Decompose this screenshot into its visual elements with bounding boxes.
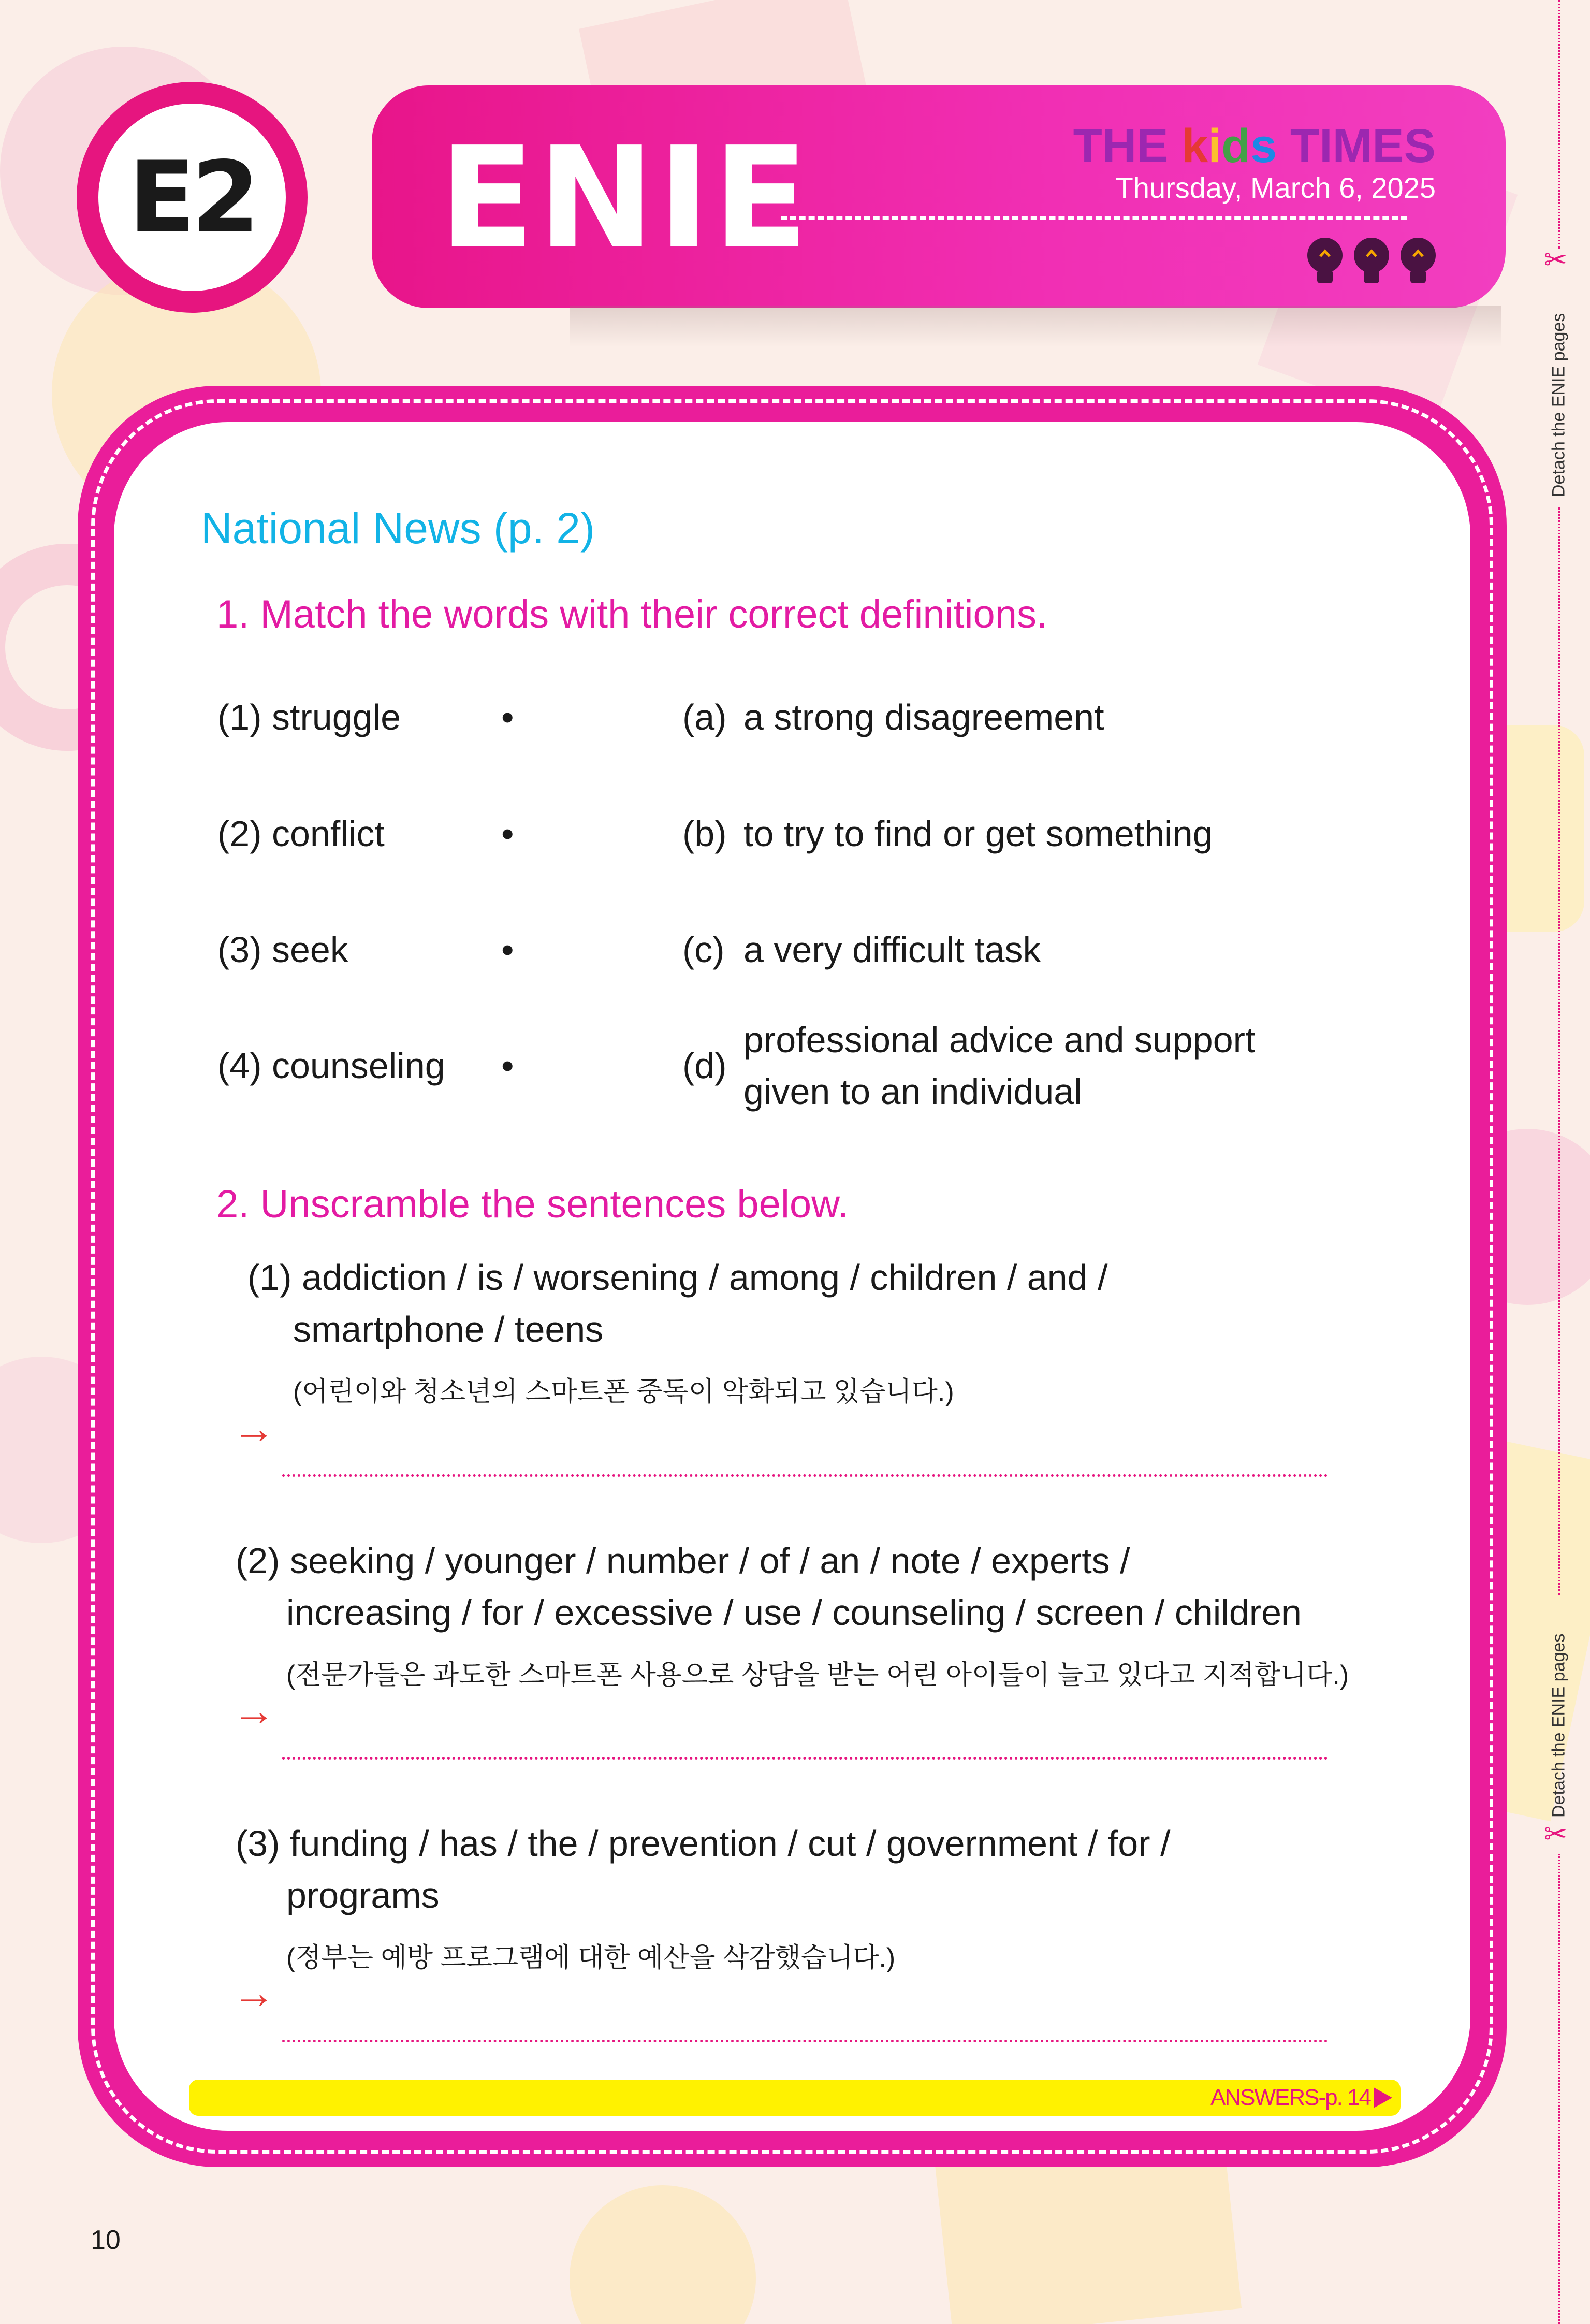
play-arrow-icon: [1374, 2087, 1392, 2108]
logo-times: TIMES: [1290, 120, 1436, 172]
scramble-line: programs: [286, 1875, 440, 1915]
match-word: (3) seek: [217, 929, 348, 970]
cut-line: [1558, 507, 1560, 1595]
scramble-line: (1) addiction / is / worsening / among / children / and /: [247, 1257, 1108, 1298]
banner-divider: [781, 216, 1407, 220]
match-word: (2) conflict: [217, 814, 385, 854]
korean-translation: (어린이와 청소년의 스마트폰 중독이 악화되고 있습니다.): [293, 1377, 954, 1407]
badge-inner: [98, 104, 286, 291]
question-2-title: 2. Unscramble the sentences below.: [216, 1182, 849, 1226]
page-number: 10: [91, 2225, 121, 2255]
title-banner: [372, 85, 1506, 308]
page-title: ENIE: [439, 117, 812, 280]
answer-line[interactable]: [282, 1474, 1328, 1477]
answers-reference: ANSWERS-p. 14: [1210, 2085, 1370, 2110]
match-word: (4) counseling: [217, 1045, 445, 1086]
cut-line: [1558, 1854, 1560, 2324]
lightbulb-icon: [1398, 236, 1438, 287]
definition-letter: (d): [682, 1045, 727, 1086]
logo-the: THE: [1073, 120, 1169, 172]
definition-letter: (a): [682, 697, 727, 737]
arrow-icon: →: [232, 1404, 275, 1452]
answers-bar: [189, 2080, 1401, 2116]
logo-kids: kids: [1181, 120, 1277, 172]
issue-date: Thursday, March 6, 2025: [1115, 171, 1436, 204]
scissors-icon: ✂: [1543, 1819, 1567, 1850]
scissors-icon: ✂: [1543, 244, 1567, 275]
scramble-line: (2) seeking / younger / number / of / an / note / experts /: [236, 1541, 1130, 1581]
definition-text: professional advice and support: [743, 1020, 1256, 1060]
match-word: (1) struggle: [217, 697, 401, 737]
section-badge: [77, 82, 308, 313]
cut-line: [1558, 0, 1560, 249]
side-label-bottom: Detach the ENIE pages: [1549, 1633, 1569, 1818]
side-label-top: Detach the ENIE pages: [1549, 313, 1569, 497]
definition-letter: (b): [682, 814, 727, 854]
definition-text: given to an individual: [743, 1071, 1082, 1112]
definition-text: a strong disagreement: [743, 697, 1104, 737]
answer-line[interactable]: [282, 1757, 1328, 1760]
match-bullet[interactable]: •: [501, 929, 514, 970]
definition-text: a very difficult task: [743, 929, 1041, 970]
match-bullet[interactable]: •: [501, 1045, 514, 1086]
section-title: National News (p. 2): [201, 504, 595, 553]
answer-line[interactable]: [282, 2040, 1328, 2042]
scramble-line: smartphone / teens: [293, 1309, 604, 1349]
match-bullet[interactable]: •: [501, 814, 514, 854]
kids-times-logo: [1073, 119, 1436, 173]
korean-translation: (전문가들은 과도한 스마트폰 사용으로 상담을 받는 어린 아이들이 늘고 있다고 지적합니다.): [286, 1660, 1349, 1690]
definition-text: to try to find or get something: [743, 814, 1213, 854]
arrow-icon: →: [232, 1686, 275, 1735]
badge-label: E2: [128, 140, 256, 255]
korean-translation: (정부는 예방 프로그램에 대한 예산을 삭감했습니다.): [286, 1943, 896, 1973]
lightbulb-icon: [1305, 236, 1345, 287]
scramble-line: increasing / for / excessive / use / counseling / screen / children: [286, 1592, 1302, 1633]
definition-letter: (c): [682, 929, 725, 970]
scramble-line: (3) funding / has / the / prevention / cut / government / for /: [236, 1823, 1171, 1864]
banner-shadow: [570, 306, 1501, 347]
arrow-icon: →: [232, 1968, 275, 2017]
difficulty-rating: [1305, 236, 1438, 287]
question-1-title: 1. Match the words with their correct definitions.: [216, 592, 1048, 636]
match-bullet[interactable]: •: [501, 697, 514, 737]
lightbulb-icon: [1351, 236, 1392, 287]
